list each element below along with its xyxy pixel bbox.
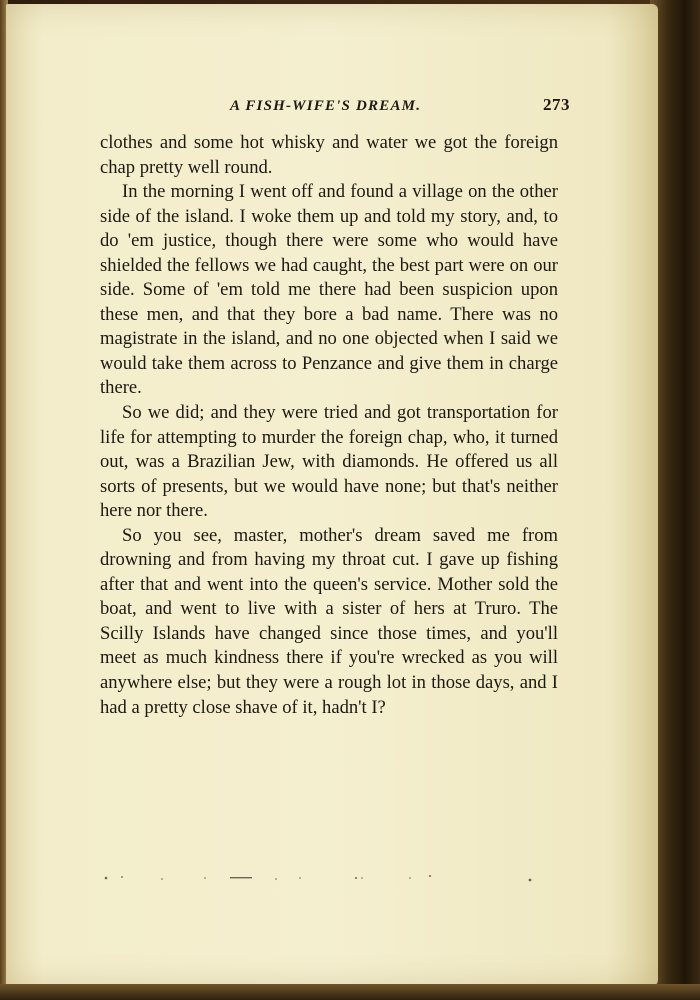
running-head	[100, 95, 570, 115]
running-title: A FISH-WIFE'S DREAM.	[230, 98, 422, 114]
paragraph: So we did; and they were tried and got transportation for life for attempting to murder the foreign chap, who, it turned out, was a Brazilian Jew, with diamonds. He offered us all sorts of presents, but we would have none; but that's neither here nor there.	[100, 402, 558, 522]
page-number: 273	[543, 95, 570, 114]
paragraph: So you see, master, mother's dream saved me from drowning and from having my throat cut. I gave up fishing after that and went into the queen's service. Mother sold the boat, and went to live with a sister of hers at Truro. The Scilly Islands have changed since those times, and you'll meet as much kindness there if you're wrecked as you will anywhere else; but they were a rough lot in those days, and I had a pretty close shave of it, hadn't I?	[100, 524, 558, 718]
paragraph-continued: clothes and some hot whisky and water we got the foreign chap pretty well round.	[100, 132, 558, 178]
print-smudges	[100, 872, 570, 884]
page-bottom-edge	[0, 984, 700, 1000]
paragraph: In the morning I went off and found a village on the other side of the island. I woke them up and told my story, and, to do 'em justice, though there were some who would have shielded the fellows we had caught, the best part were on our side. Some of 'em told me there had been suspicion upon these men, and that they bore a bad name. There was no magistrate in the island, and no one objected when I said we would take them across to Penzance and give them in charge there.	[100, 181, 558, 399]
body-text	[100, 131, 558, 720]
